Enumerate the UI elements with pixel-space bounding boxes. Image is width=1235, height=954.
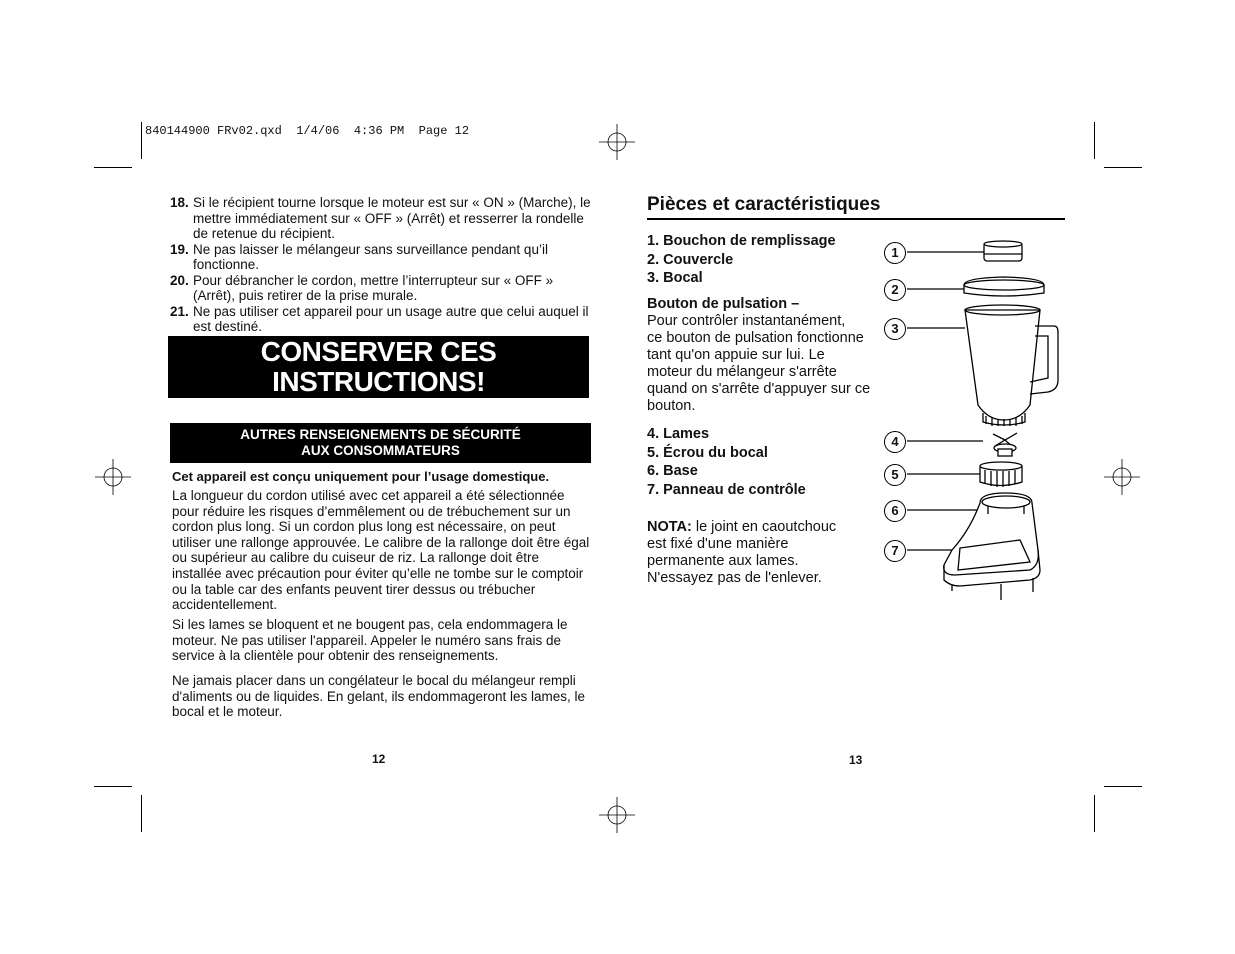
nota-label: NOTA: (647, 519, 692, 535)
crop-mark (1094, 795, 1095, 832)
callout-2: 2 (884, 279, 906, 301)
nota-line: est fixé d'une manière (647, 536, 789, 552)
file-slug: 840144900 FRv02.qxd 1/4/06 4:36 PM Page 12 (145, 124, 470, 138)
cord-paragraph: La longueur du cordon utilisé avec cet appareil a été sélectionnée pour réduire les risques d’emmêlement ou de trébuchement sur un cordon plus long. Si un cordon plus long est nécessaire, on peut utiliser une rallonge approuvée. Le calibre de la rallonge doit être égal ou supérieur au calibre du cuiseur de riz. La rallonge doit être installée avec précaution pour éviter qu’elle ne tombe sur le comptoir ou la table car des enfants peuvent tirer dessus ou trébucher accidentellement. (172, 488, 590, 613)
list-item (170, 242, 592, 273)
callout-6: 6 (884, 500, 906, 522)
part-item: 6. Base (647, 463, 698, 479)
item-number: 18. (170, 195, 189, 210)
pulse-heading: Bouton de pulsation – (647, 296, 800, 312)
fill-cap-icon (984, 241, 1022, 261)
banner-line: INSTRUCTIONS! (272, 366, 485, 397)
crop-mark (1104, 786, 1142, 787)
crop-mark (141, 122, 142, 159)
callout-3: 3 (884, 318, 906, 340)
item-number: 21. (170, 303, 189, 319)
crop-mark (1104, 167, 1142, 168)
list-item (170, 195, 592, 242)
motor-base-icon (944, 493, 1040, 600)
banner-line: CONSERVER CES (260, 336, 497, 367)
page-number-right: 13 (849, 753, 863, 767)
subbanner-line: AUX CONSOMMATEURS (301, 443, 460, 458)
part-item: 7. Panneau de contrôle (647, 481, 806, 498)
household-use-note: Cet appareil est conçu uniquement pour l’usage domestique. (172, 469, 550, 484)
parts-title: Pièces et caractéristiques (647, 194, 881, 215)
title-rule (647, 218, 1065, 220)
registration-mark-icon (95, 459, 131, 495)
nota-line: N'essayez pas de l'enlever. (647, 570, 822, 586)
callout-4: 4 (884, 431, 906, 453)
crop-mark (94, 167, 132, 168)
callout-7: 7 (884, 540, 906, 562)
crop-mark (141, 795, 142, 832)
parts-list-b (647, 425, 806, 499)
parts-list-a (647, 232, 836, 288)
item-text: Pour débrancher le cordon, mettre l’interrupteur sur « OFF » (Arrêt), puis retirer de la prise murale. (193, 272, 554, 303)
nota-block (647, 519, 836, 587)
pulse-line: tant qu'on appuie sur lui. Le (647, 347, 825, 363)
part-item: 4. Lames (647, 426, 710, 442)
item-number: 20. (170, 272, 189, 288)
jar-icon (965, 305, 1058, 426)
item-text: Ne pas utiliser cet appareil pour un usage autre que celui auquel il est destiné. (193, 303, 589, 334)
part-item: 3. Bocal (647, 270, 703, 286)
blender-illustration (880, 230, 1070, 610)
registration-mark-icon (1104, 459, 1140, 495)
callout-1: 1 (884, 242, 906, 264)
freezer-paragraph: Ne jamais placer dans un congélateur le bocal du mélangeur rempli d'aliments ou de liquides. En gelant, ils endommageront les lames, le bocal et le moteur. (172, 673, 586, 720)
crop-mark (94, 786, 132, 787)
page-number-left: 12 (372, 752, 386, 766)
item-text: Si le récipient tourne lorsque le moteur est sur « ON » (Marche), le mettre immédiatement sur « OFF » (Arrêt) et resserrer la rondelle de retenue du récipient. (193, 195, 591, 241)
nota-text: le joint en caoutchouc (691, 519, 837, 535)
blades-icon (993, 433, 1017, 456)
callout-5: 5 (884, 464, 906, 486)
lid-icon (964, 277, 1044, 296)
pulse-line: quand on s'arrête d'appuyer sur ce (647, 381, 871, 397)
consumer-safety-heading (170, 423, 591, 463)
registration-mark-icon (599, 797, 635, 833)
safety-list (170, 195, 592, 335)
list-item (170, 304, 592, 335)
subbanner-line: AUTRES RENSEIGNEMENTS DE SÉCURITÉ (240, 427, 521, 442)
pulse-line: bouton. (647, 398, 696, 414)
nota-line: permanente aux lames. (647, 553, 799, 569)
part-item: 2. Couvercle (647, 251, 734, 268)
crop-mark (1094, 122, 1095, 159)
jar-nut-icon (980, 462, 1022, 487)
pulse-line: Pour contrôler instantanément, (647, 313, 846, 329)
blades-paragraph: Si les lames se bloquent et ne bougent pas, cela endommagera le moteur. Ne pas utiliser l'appareil. Appeler le numéro sans frais de service à la clientèle pour obtenir des renseignements. (172, 617, 568, 664)
registration-mark-icon (599, 124, 635, 160)
nota-line (647, 519, 836, 536)
item-text: Ne pas laisser le mélangeur sans surveillance pendant qu’il fonctionne. (193, 241, 548, 272)
part-item: 1. Bouchon de remplissage (647, 233, 836, 249)
pulse-line: moteur du mélangeur s'arrête (647, 364, 837, 380)
pulse-description (647, 296, 870, 415)
pulse-line: ce bouton de pulsation fonctionne (647, 330, 864, 346)
list-item (170, 273, 592, 304)
part-item: 5. Écrou du bocal (647, 444, 768, 461)
item-number: 19. (170, 241, 189, 257)
save-instructions-banner (168, 336, 589, 398)
